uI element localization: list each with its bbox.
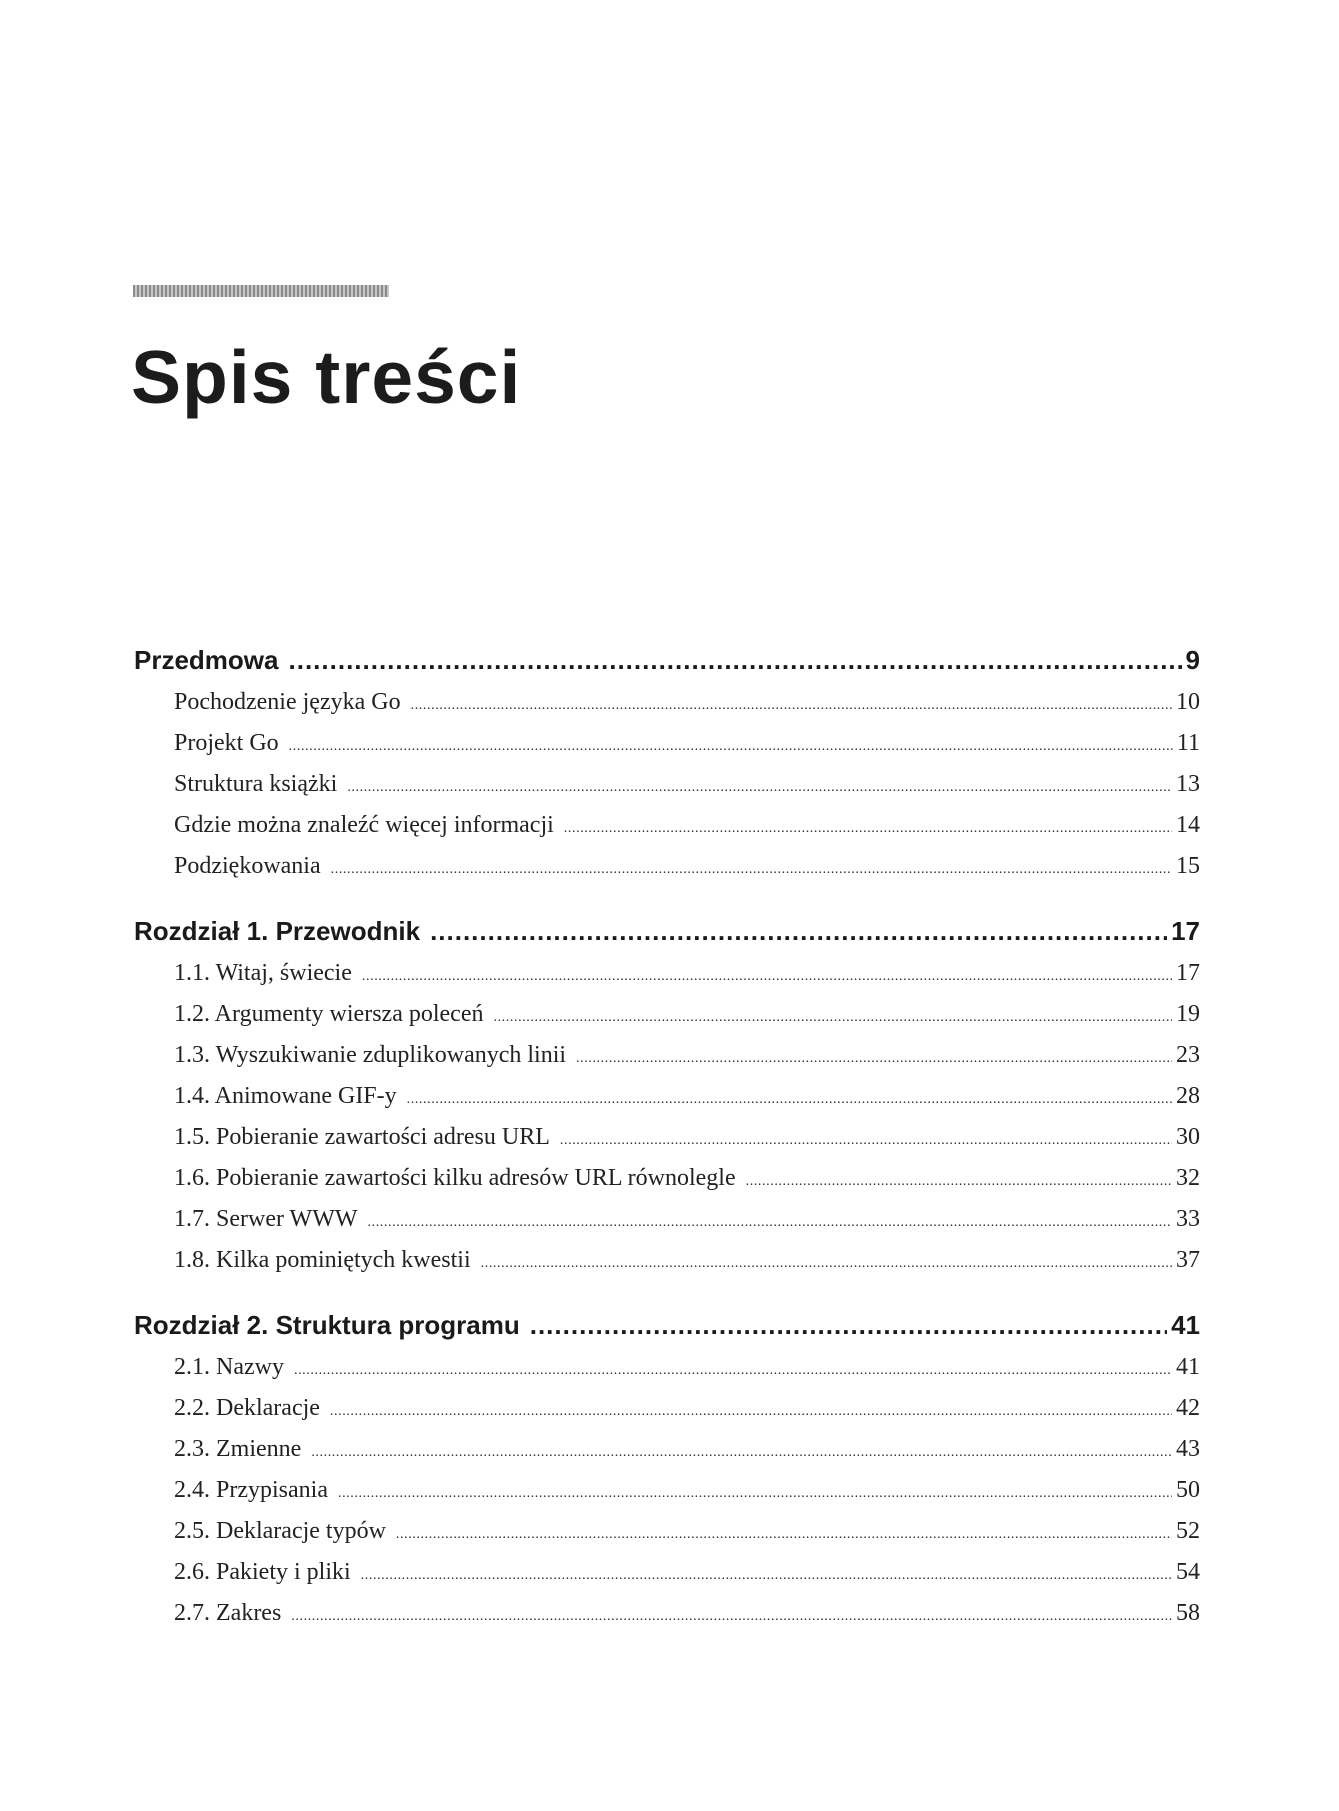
toc-section-row[interactable] <box>134 1511 1200 1552</box>
dot-leader <box>311 1432 1172 1473</box>
section-title: Pochodzenie języka Go <box>174 689 401 715</box>
section-title: 2.4. Przypisania <box>174 1477 328 1503</box>
section-page-number: 58 <box>1176 1600 1200 1626</box>
toc-chapter-row[interactable] <box>134 909 1200 953</box>
dot-leader <box>362 956 1172 997</box>
section-page-number: 10 <box>1176 689 1200 715</box>
section-title: 1.5. Pobieranie zawartości adresu URL <box>174 1124 550 1150</box>
section-page-number: 52 <box>1176 1518 1200 1544</box>
dot-leader <box>368 1202 1173 1243</box>
dot-leader <box>576 1038 1172 1079</box>
dot-leader <box>746 1161 1172 1202</box>
toc-section-row[interactable] <box>134 1117 1200 1158</box>
section-title: 2.5. Deklaracje typów <box>174 1518 386 1544</box>
dot-leader <box>361 1555 1172 1596</box>
section-title: Gdzie można znaleźć więcej informacji <box>174 812 554 838</box>
chapter-title: Przedmowa <box>134 645 279 675</box>
toc-section-row[interactable] <box>134 1470 1200 1511</box>
toc-section-row[interactable] <box>134 805 1200 846</box>
toc-section-row[interactable] <box>134 1240 1200 1281</box>
dot-leader <box>338 1473 1172 1514</box>
section-title: 1.7. Serwer WWW <box>174 1206 358 1232</box>
toc-section-row[interactable] <box>134 953 1200 994</box>
section-page-number: 41 <box>1176 1354 1200 1380</box>
section-title: 1.1. Witaj, świecie <box>174 960 352 986</box>
section-title: 1.2. Argumenty wiersza poleceń <box>174 1001 484 1027</box>
dot-leader <box>289 638 1182 682</box>
chapter-page-number: 9 <box>1185 645 1200 675</box>
section-page-number: 23 <box>1176 1042 1200 1068</box>
dot-leader <box>564 808 1172 849</box>
section-page-number: 19 <box>1176 1001 1200 1027</box>
toc-section-row[interactable] <box>134 1388 1200 1429</box>
dot-leader <box>331 849 1172 890</box>
section-page-number: 33 <box>1176 1206 1200 1232</box>
section-title: Podziękowania <box>174 853 321 879</box>
chapter-title: Rozdział 1. Przewodnik <box>134 916 421 946</box>
chapter-title: Rozdział 2. Struktura programu <box>134 1310 520 1340</box>
dot-leader <box>330 1391 1172 1432</box>
chapter-gap <box>134 887 1200 909</box>
section-page-number: 13 <box>1176 771 1200 797</box>
section-page-number: 37 <box>1176 1247 1200 1273</box>
section-page-number: 15 <box>1176 853 1200 879</box>
dot-leader <box>289 726 1173 767</box>
toc-section-row[interactable] <box>134 994 1200 1035</box>
section-title: 2.3. Zmienne <box>174 1436 302 1462</box>
page-title: Spis treści <box>131 335 522 419</box>
section-title: 2.7. Zakres <box>174 1600 282 1626</box>
toc-chapter-row[interactable] <box>134 638 1200 682</box>
dot-leader <box>347 767 1172 808</box>
toc-section-row[interactable] <box>134 846 1200 887</box>
dot-leader <box>294 1350 1172 1391</box>
section-title: 2.2. Deklaracje <box>174 1395 320 1421</box>
toc-section-row[interactable] <box>134 1429 1200 1470</box>
section-page-number: 28 <box>1176 1083 1200 1109</box>
section-title: 2.1. Nazwy <box>174 1354 284 1380</box>
toc-chapter-row[interactable] <box>134 1303 1200 1347</box>
section-page-number: 17 <box>1176 960 1200 986</box>
dot-leader <box>407 1079 1172 1120</box>
section-page-number: 50 <box>1176 1477 1200 1503</box>
section-page-number: 11 <box>1176 730 1200 756</box>
section-title: 2.6. Pakiety i pliki <box>174 1559 351 1585</box>
section-page-number: 14 <box>1176 812 1200 838</box>
dot-leader <box>560 1120 1172 1161</box>
section-title: 1.8. Kilka pominiętych kwestii <box>174 1247 471 1273</box>
dot-leader <box>411 685 1172 726</box>
section-page-number: 32 <box>1176 1165 1200 1191</box>
section-title: 1.4. Animowane GIF-y <box>174 1083 397 1109</box>
dot-leader <box>430 909 1167 953</box>
dot-leader <box>481 1243 1172 1284</box>
toc-section-row[interactable] <box>134 1035 1200 1076</box>
section-page-number: 42 <box>1176 1395 1200 1421</box>
dot-leader <box>291 1596 1172 1637</box>
toc-section-row[interactable] <box>134 1076 1200 1117</box>
section-title: Projekt Go <box>174 730 279 756</box>
toc-section-row[interactable] <box>134 764 1200 805</box>
table-of-contents <box>134 638 1200 1634</box>
toc-section-row[interactable] <box>134 1158 1200 1199</box>
dot-leader <box>493 997 1172 1038</box>
toc-section-row[interactable] <box>134 723 1200 764</box>
toc-section-row[interactable] <box>134 1593 1200 1634</box>
chapter-gap <box>134 1281 1200 1303</box>
toc-section-row[interactable] <box>134 1347 1200 1388</box>
toc-section-row[interactable] <box>134 682 1200 723</box>
section-page-number: 54 <box>1176 1559 1200 1585</box>
dot-leader <box>396 1514 1172 1555</box>
title-rule <box>133 285 389 297</box>
section-title: Struktura książki <box>174 771 338 797</box>
toc-section-row[interactable] <box>134 1199 1200 1240</box>
section-page-number: 43 <box>1176 1436 1200 1462</box>
section-title: 1.3. Wyszukiwanie zduplikowanych linii <box>174 1042 567 1068</box>
chapter-page-number: 17 <box>1171 916 1200 946</box>
section-title: 1.6. Pobieranie zawartości kilku adresów URL równolegle <box>174 1165 736 1191</box>
chapter-page-number: 41 <box>1171 1310 1200 1340</box>
dot-leader <box>530 1303 1167 1347</box>
toc-section-row[interactable] <box>134 1552 1200 1593</box>
section-page-number: 30 <box>1176 1124 1200 1150</box>
